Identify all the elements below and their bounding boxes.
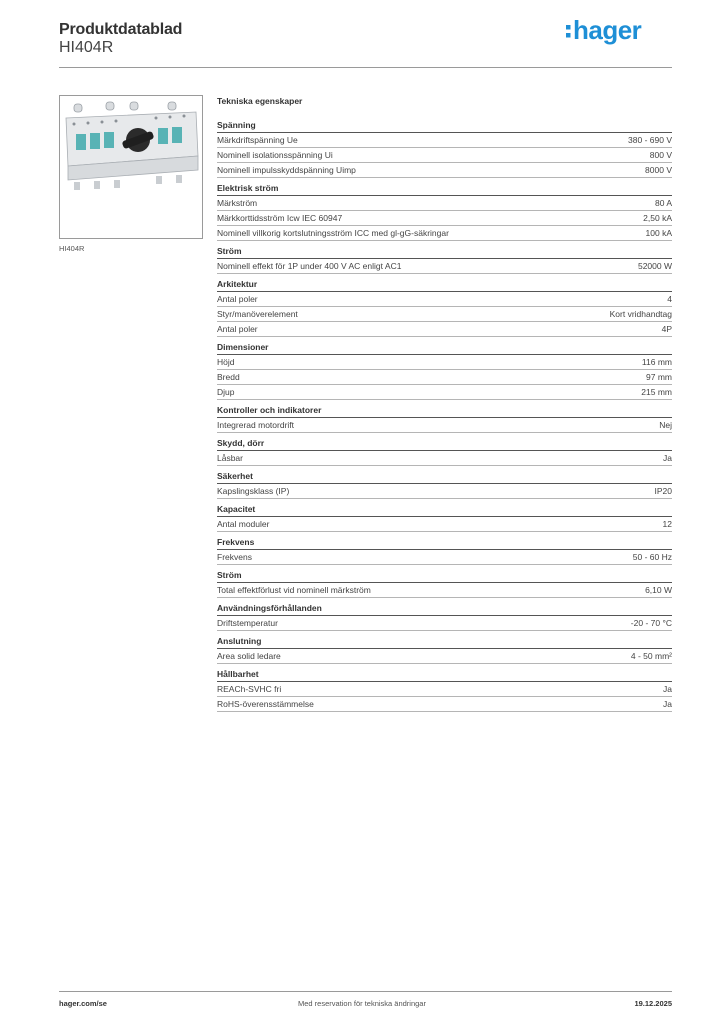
spec-group-title: Frekvens (217, 537, 672, 550)
spec-group-title: Anslutning (217, 636, 672, 649)
spec-row (217, 307, 672, 322)
spec-value: Kort vridhandtag (609, 309, 672, 319)
spec-row (217, 649, 672, 664)
spec-label: Djup (217, 387, 235, 397)
spec-group-title: Ström (217, 570, 672, 583)
header-divider (59, 67, 672, 68)
spec-label: Antal poler (217, 294, 258, 304)
spec-row (217, 517, 672, 532)
spec-label: Låsbar (217, 453, 243, 463)
spec-row (217, 211, 672, 226)
technical-specifications (217, 96, 672, 717)
spec-value: Ja (663, 453, 672, 463)
spec-groups (217, 120, 672, 712)
spec-group (217, 342, 672, 400)
spec-row (217, 148, 672, 163)
spec-value: 2,50 kA (643, 213, 672, 223)
spec-label: Styr/manöverelement (217, 309, 298, 319)
spec-label: Driftstemperatur (217, 618, 278, 628)
specs-heading: Tekniska egenskaper (217, 96, 303, 106)
spec-label: Höjd (217, 357, 235, 367)
spec-row (217, 355, 672, 370)
spec-row (217, 418, 672, 433)
spec-label: Nominell impulsskyddspänning Uimp (217, 165, 356, 175)
spec-value: 800 V (649, 150, 672, 160)
spec-row (217, 259, 672, 274)
footer-divider (59, 991, 672, 992)
spec-row (217, 292, 672, 307)
spec-group (217, 183, 672, 241)
spec-row (217, 451, 672, 466)
spec-label: Nominell isolationsspänning Ui (217, 150, 333, 160)
spec-group (217, 636, 672, 664)
spec-group-title: Kapacitet (217, 504, 672, 517)
spec-label: Märkdriftspänning Ue (217, 135, 298, 145)
spec-value: 52000 W (637, 261, 672, 271)
spec-group (217, 603, 672, 631)
spec-value: Ja (663, 684, 672, 694)
spec-value: Nej (659, 420, 672, 430)
svg-text:hager: hager (573, 15, 642, 45)
spec-group (217, 537, 672, 565)
spec-label: Total effektförlust vid nominell märkström (217, 585, 371, 595)
spec-row (217, 682, 672, 697)
spec-group (217, 246, 672, 274)
spec-row (217, 196, 672, 211)
footer-website[interactable]: hager.com/se (59, 999, 107, 1008)
spec-label: Antal moduler (217, 519, 270, 529)
spec-row (217, 697, 672, 712)
spec-group-title: Kontroller och indikatorer (217, 405, 672, 418)
spec-group-title: Säkerhet (217, 471, 672, 484)
spec-row (217, 226, 672, 241)
spec-group-title: Hållbarhet (217, 669, 672, 682)
spec-value: Ja (663, 699, 672, 709)
spec-label: Nominell effekt för 1P under 400 V AC enligt AC1 (217, 261, 402, 271)
spec-row (217, 370, 672, 385)
spec-group-title: Elektrisk ström (217, 183, 672, 196)
spec-label: Nominell villkorig kortslutningsström ICC med gl-gG-säkringar (217, 228, 449, 238)
spec-group-title: Skydd, dörr (217, 438, 672, 451)
spec-value: 12 (662, 519, 672, 529)
footer-disclaimer: Med reservation för tekniska ändringar (298, 999, 426, 1008)
spec-value: 116 mm (641, 357, 672, 367)
spec-value: 4 - 50 mm² (630, 651, 672, 661)
spec-label: Area solid ledare (217, 651, 281, 661)
spec-group (217, 504, 672, 532)
spec-label: Märkström (217, 198, 258, 208)
spec-value: 100 kA (645, 228, 672, 238)
spec-group-title: Dimensioner (217, 342, 672, 355)
document-title: Produktdatablad (59, 21, 183, 38)
spec-group (217, 570, 672, 598)
spec-value: 4P (661, 324, 672, 334)
spec-group-title: Arkitektur (217, 279, 672, 292)
spec-value: 80 A (654, 198, 672, 208)
spec-value: 6,10 W (645, 585, 672, 595)
spec-value: 4 (667, 294, 672, 304)
spec-row (217, 484, 672, 499)
spec-label: Integrerad motordrift (217, 420, 295, 430)
spec-group (217, 471, 672, 499)
spec-label: RoHS-överensstämmelse (217, 699, 314, 709)
product-image (59, 95, 203, 239)
spec-label: Frekvens (217, 552, 252, 562)
spec-label: Bredd (217, 372, 240, 382)
spec-value: -20 - 70 °C (630, 618, 672, 628)
spec-group (217, 438, 672, 466)
spec-row (217, 583, 672, 598)
spec-row (217, 133, 672, 148)
spec-group-title: Ström (217, 246, 672, 259)
spec-value: 380 - 690 V (628, 135, 672, 145)
spec-group (217, 120, 672, 178)
spec-group (217, 279, 672, 337)
spec-row (217, 550, 672, 565)
spec-group (217, 405, 672, 433)
spec-label: Märkkorttidsström Icw IEC 60947 (217, 213, 343, 223)
spec-value: IP20 (654, 486, 672, 496)
product-image-caption: HI404R (59, 244, 85, 253)
hager-logo (566, 15, 658, 47)
spec-value: 97 mm (646, 372, 672, 382)
spec-row (217, 616, 672, 631)
spec-group (217, 669, 672, 712)
spec-value: 50 - 60 Hz (632, 552, 672, 562)
spec-label: Kapslingsklass (IP) (217, 486, 290, 496)
spec-row (217, 385, 672, 400)
spec-value: 8000 V (645, 165, 672, 175)
footer-date: 19.12.2025 (634, 999, 672, 1008)
spec-value: 215 mm (641, 387, 672, 397)
spec-row (217, 322, 672, 337)
spec-group-title: Användningsförhållanden (217, 603, 672, 616)
spec-label: Antal poler (217, 324, 258, 334)
spec-row (217, 163, 672, 178)
spec-group-title: Spänning (217, 120, 672, 133)
spec-label: REACh-SVHC fri (217, 684, 282, 694)
product-code: HI404R (59, 39, 114, 56)
